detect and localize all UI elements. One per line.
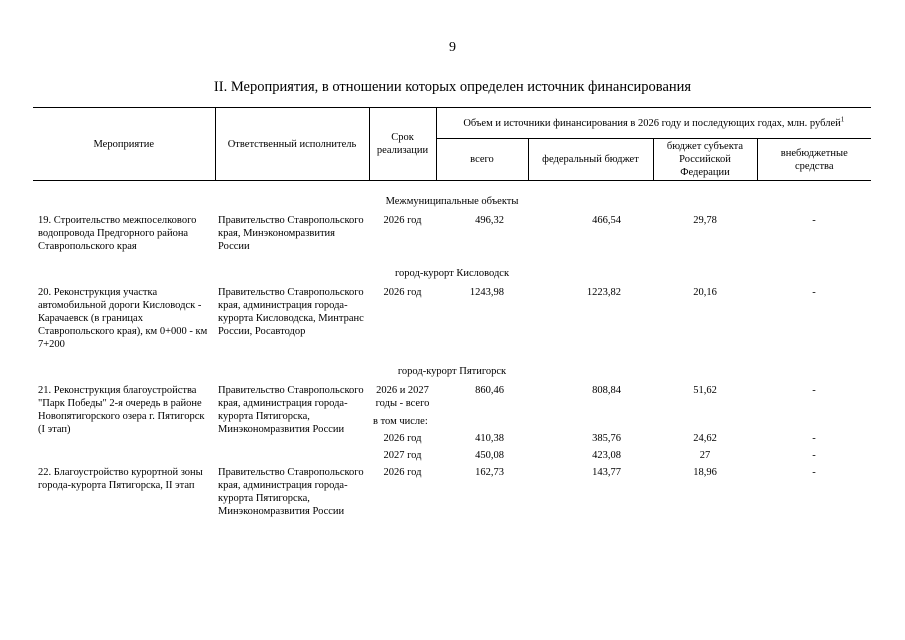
row-federal: 808,84 (592, 385, 621, 396)
row-regional: 18,96 (693, 467, 717, 478)
row-event-name: 20. Реконструкция участка автомобильной дороги Кисловодск - Карачаевск (в границах Ставропольского края), км 0+000 - км 7+200 (38, 287, 208, 350)
funding-table (33, 107, 871, 518)
row-responsible: Правительство Ставропольского края, администрация города-курорта Кисловодска, Минтранс России, Росавтодор (218, 287, 364, 337)
group-title: город-курорт Пятигорск (397, 366, 507, 377)
row-including-label: в том числе: (373, 416, 428, 427)
row-responsible: Правительство Ставропольского края, Минэкономразвития России (218, 215, 364, 252)
row-federal: 466,54 (592, 215, 621, 226)
group-title: город-курорт Кисловодск (394, 268, 510, 279)
subrow-total: 410,38 (475, 433, 504, 444)
row-total: 162,73 (475, 467, 504, 478)
row-extrabudget: - (812, 287, 816, 298)
row-regional: 20,16 (693, 287, 717, 298)
row-event-name: 19. Строительство межпоселкового водопровода Предгорного района Ставропольского края (38, 215, 197, 252)
subrow-extrabudget: - (812, 433, 816, 444)
row-total: 1243,98 (469, 287, 504, 298)
row-empty (436, 410, 871, 428)
table-row (33, 462, 871, 518)
table-header (33, 108, 871, 181)
row-regional: 51,62 (693, 385, 717, 396)
header-total: всего (436, 139, 528, 181)
subrow-federal: 385,76 (592, 433, 621, 444)
header-funding-footnote: 1 (840, 115, 845, 123)
group-row (33, 351, 871, 384)
subrow-federal: 423,08 (592, 450, 621, 461)
subrow-regional: 24,62 (693, 433, 717, 444)
subrow-extrabudget: - (812, 450, 816, 461)
row-federal: 143,77 (592, 467, 621, 478)
row-total: 860,46 (475, 385, 504, 396)
header-term: Срок реализации (369, 108, 436, 181)
row-term: 2026 год (383, 215, 422, 226)
row-term: 2026 год (383, 287, 422, 298)
subrow-total: 450,08 (475, 450, 504, 461)
header-event: Мероприятие (33, 108, 215, 181)
table-body (33, 181, 871, 519)
header-responsible: Ответственный исполнитель (215, 108, 369, 181)
header-funding-text: Объем и источники финансирования в 2026 году и последующих годах, млн. рублей (463, 117, 841, 129)
header-federal: федеральный бюджет (528, 139, 653, 181)
row-responsible: Правительство Ставропольского края, администрация города-курорта Пятигорска, Минэкономразвития России (218, 385, 364, 435)
header-regional: бюджет субъекта Российской Федерации (653, 139, 757, 181)
row-regional: 29,78 (693, 215, 717, 226)
group-row (33, 181, 871, 215)
header-extrabudget: внебюджетные средства (757, 139, 871, 181)
subrow-term: 2026 год (383, 433, 422, 444)
row-extrabudget: - (812, 215, 816, 226)
row-total: 496,32 (475, 215, 504, 226)
row-event-name: 21. Реконструкция благоустройства "Парк Победы" 2-я очередь в районе Новопятигорского озера г. Пятигорск (I этап) (38, 385, 205, 435)
subrow-regional: 27 (699, 450, 711, 461)
row-term: 2026 и 2027 годы - всего (375, 385, 430, 409)
page-number: 9 (449, 40, 456, 55)
row-term: 2026 год (383, 467, 422, 478)
subrow-term: 2027 год (383, 450, 422, 461)
table-row (33, 384, 871, 410)
row-extrabudget: - (812, 467, 816, 478)
row-responsible: Правительство Ставропольского края, администрация города-курорта Пятигорска, Минэкономразвития России (218, 467, 364, 517)
table-row (33, 214, 871, 253)
table-row (33, 286, 871, 351)
group-row (33, 253, 871, 286)
section-title: II. Мероприятия, в отношении которых определен источник финансирования (213, 79, 692, 95)
header-funding (436, 108, 871, 139)
row-extrabudget: - (812, 385, 816, 396)
row-event-name: 22. Благоустройство курортной зоны города-курорта Пятигорска, II этап (38, 467, 203, 491)
group-title: Межмуниципальные объекты (385, 196, 519, 207)
row-federal: 1223,82 (586, 287, 621, 298)
